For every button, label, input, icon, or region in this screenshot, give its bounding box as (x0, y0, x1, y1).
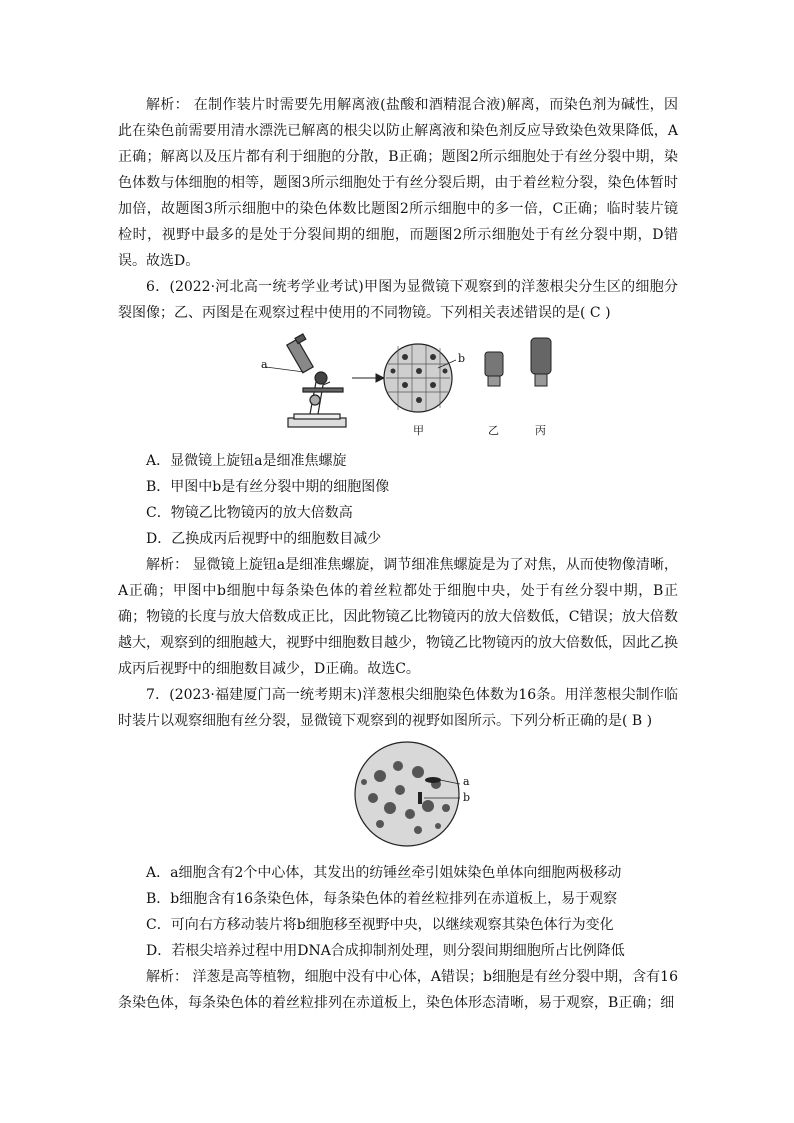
q6-explanation: 解析： 显微镜上旋钮a是细准焦螺旋，调节细准焦螺旋是为了对焦，从而使物像清晰，A正确；甲图中b细胞中每条染色体的着丝粒都处于细胞中央，处于有丝分裂中期，B正确；物镜的长度与放大倍数成正比，因此物镜乙比物镜丙的放大倍数低，C错误；放大倍数越大，观察到的细胞越大，视野中细胞数目越少，物镜乙比物镜丙的放大倍数低，因此乙换成丙后视野中的细胞数目减少，D正确。故选C。 (118, 557, 678, 677)
cell-field-drawing (384, 344, 456, 412)
q7-option-d: D．若根尖培养过程中用DNA合成抑制剂处理，则分裂间期细胞所占比例降低 (146, 943, 625, 959)
label-b: b (463, 791, 471, 804)
q6-option-c: C．物镜乙比物镜丙的放大倍数高 (146, 505, 353, 521)
q6-option-d: D．乙换成丙后视野中的细胞数目减少 (146, 531, 382, 547)
q7-stem: 7．(2023·福建厦门高一统考期末)洋葱根尖细胞染色体数为16条。用洋葱根尖制作临时装片以观察细胞有丝分裂，显微镜下观察到的视野如图所示。下列分析正确的是( B ) (118, 687, 678, 729)
q7-option-b: B．b细胞含有16条染色体，每条染色体的着丝粒排列在赤道板上，易于观察 (146, 891, 618, 907)
label-a: a (463, 775, 470, 788)
q6-option-b: B．甲图中b是有丝分裂中期的细胞图像 (146, 479, 390, 495)
objective-lens-yi (485, 352, 503, 386)
q7-option-a: A．a细胞含有2个中心体，其发出的纺锤丝牵引姐妹染色单体向细胞两极移动 (146, 865, 622, 881)
q7-option-c: C．可向右方移动装片将b细胞移至视野中央，以继续观察其染色体行为变化 (146, 917, 614, 933)
q7-figure-svg (118, 738, 678, 854)
q6-figure (118, 330, 678, 442)
label-bing: 丙 (535, 424, 546, 437)
q6-figure-svg (118, 330, 678, 442)
q5-explanation: 解析： 在制作装片时需要先用解离液(盐酸和酒精混合液)解离，而染色剂为碱性，因此在染色前需要用清水漂洗已解离的根尖以防止解离液和染色剂反应导致染色效果降低，A正确；解离以及压片都有利于细胞的分散，B正确；题图2所示细胞处于有丝分裂中期，染色体数与体细胞的相等，题图3所示细胞处于有丝分裂后期，由于着丝粒分裂，染色体暂时加倍，故题图3所示细胞中的染色体数比题图2所示细胞中的多一倍，C正确；临时装片镜检时，视野中最多的是处于分裂间期的细胞，而题图2所示细胞处于有丝分裂中期，D错误。故选D。 (118, 97, 678, 269)
arrow-icon (352, 374, 384, 382)
microscope-drawing (266, 334, 346, 427)
q7-explanation: 解析： 洋葱是高等植物，细胞中没有中心体，A错误；b细胞是有丝分裂中期，含有16条染色体，每条染色体的着丝粒排列在赤道板上，染色体形态清晰，易于观察，B正确；细 (118, 969, 678, 1011)
label-jia: 甲 (413, 424, 424, 437)
q6-stem: 6．(2022·河北高一统考学业考试)甲图为显微镜下观察到的洋葱根尖分生区的细胞分裂图像；乙、丙图是在观察过程中使用的不同物镜。下列相关表述错误的是( C ) (118, 279, 678, 321)
micrograph-field-drawing (355, 742, 460, 846)
label-a: a (261, 358, 268, 371)
label-b: b (458, 352, 466, 365)
q6-option-a: A．显微镜上旋钮a是细准焦螺旋 (146, 453, 347, 469)
objective-lens-bing (531, 338, 551, 386)
label-yi: 乙 (488, 424, 499, 437)
q7-figure (118, 738, 678, 854)
page-content (118, 92, 678, 1016)
